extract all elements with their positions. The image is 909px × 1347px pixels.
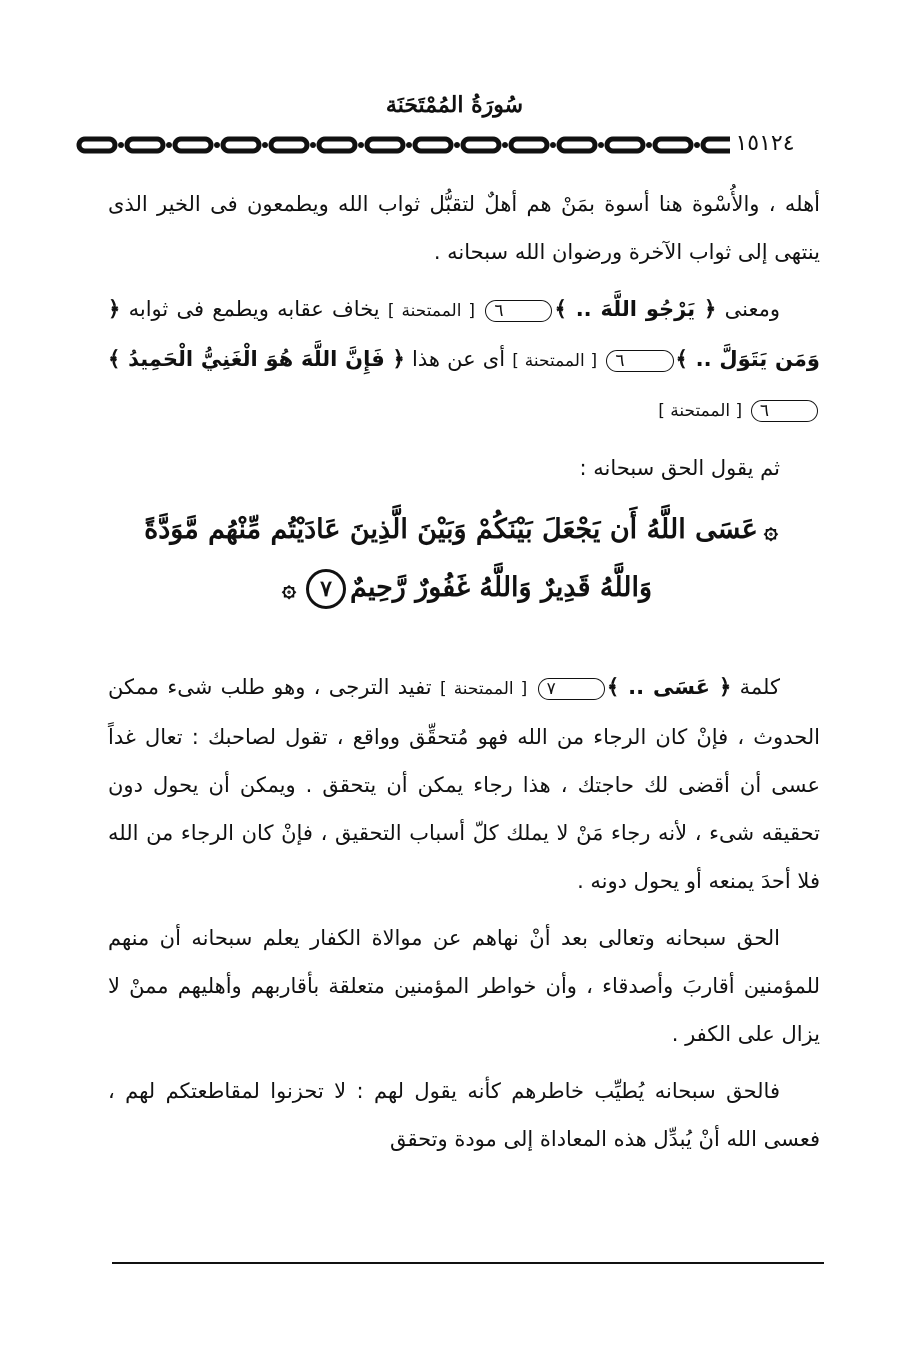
ayah-number-badge: ٦: [606, 350, 673, 372]
chain-link: [175, 139, 211, 151]
chain-link: [415, 139, 451, 151]
chain-bead: [310, 142, 316, 148]
chain-bead: [214, 142, 220, 148]
footer-rule: [112, 1262, 824, 1264]
chain-link: [655, 139, 691, 151]
surah-title: سُورَةُ المُمْتَحَنَة: [385, 92, 524, 118]
chain-bead: [694, 142, 700, 148]
paragraph-3: ثم يقول الحق سبحانه :: [579, 456, 780, 480]
chain-bead: [118, 142, 124, 148]
paragraph-1: أهله ، والأُسْوة هنا أسوة بمَنْ هم أهلٌ لتقبُّل ثواب الله ويطمعون فى الخير الذى ينتهى إلى ثواب الآخرة ورضوان الله سبحانه .: [108, 192, 820, 264]
chain-bead: [646, 142, 652, 148]
chain-link: [127, 139, 163, 151]
header-chain-ornament: [75, 130, 835, 160]
surah-reference: [ الممتحنة ]: [439, 679, 528, 699]
paragraph-2: [108, 285, 820, 435]
text-segment: ومعنى: [724, 297, 780, 321]
quran-quote: ﴿ وَمَن يَتَوَلَّ .. ﴾: [108, 297, 820, 371]
chain-bead: [358, 142, 364, 148]
ayah-number-badge: ٦: [485, 300, 552, 322]
chain-link: [223, 139, 259, 151]
ayah-number-badge: ٧: [538, 678, 605, 700]
verse-ornament-icon: ۞: [281, 573, 296, 602]
chain-bead: [406, 142, 412, 148]
paragraph-7: فالحق سبحانه يُطيِّب خاطرهم كأنه يقول لهم : لا تحزنوا لمقاطعتكم لهم ، فعسى الله أنْ يُبدِّل هذه المعاداة إلى مودة وتحقق: [108, 1079, 820, 1151]
chain-link: [367, 139, 403, 151]
quran-verse-block: [108, 501, 820, 617]
page-body: [108, 180, 820, 1172]
text-segment: كلمة: [739, 675, 780, 699]
verse-text: عَسَى اللَّهُ أَن يَجْعَلَ بَيْنَكُمْ وَبَيْنَ الَّذِينَ عَادَيْتُم مِّنْهُم مَّوَدَّةً: [144, 514, 758, 545]
chain-bead: [550, 142, 556, 148]
chain-link: [79, 139, 115, 151]
paragraph-5: [108, 663, 820, 905]
verse-text: وَاللَّهُ قَدِيرٌ وَاللَّهُ غَفُورٌ رَّحِيمٌ: [350, 572, 653, 603]
text-segment: تفيد الترجى ، وهو طلب شىء ممكن الحدوث ، فإنْ كان الرجاء من الله فهو مُتحقِّق وواقع ، تقول لصاحبك : تعال غداً عسى أن أقضى لك حاجتك ، هذا رجاء يمكن أن يتحقق . ويمكن أن يحول دون تحقيقه شىء ، لأنه رجاء مَنْ لا يملك كلّ أسباب التحقيق ، فإنْ كان الرجاء من الله فلا أحدَ يمنعه أو يحول دونه .: [108, 675, 820, 893]
chain-bead: [166, 142, 172, 148]
paragraph-6: الحق سبحانه وتعالى بعد أنْ نهاهم عن موالاة الكفار يعلم سبحانه أن منهم للمؤمنين أقاربَ وأصدقاء ، وأن خواطر المؤمنين متعلقة بأقاربهم وأهليهم ممنْ لا يزال على الكفر .: [108, 926, 820, 1046]
chain-bead: [262, 142, 268, 148]
verse-line-1: [108, 501, 820, 559]
surah-reference: [ الممتحنة ]: [512, 351, 598, 371]
quran-quote: ﴿ عَسَى .. ﴾: [606, 675, 732, 699]
chain-link: [463, 139, 499, 151]
chain-bead: [598, 142, 604, 148]
verse-ornament-icon: ۞: [763, 515, 778, 544]
verse-line-2: [108, 559, 820, 617]
chain-bead: [502, 142, 508, 148]
verse-number-badge: ٧: [306, 569, 346, 609]
surah-reference: [ الممتحنة ]: [387, 301, 476, 321]
ayah-number-badge: ٦: [751, 400, 818, 422]
surah-reference: [ الممتحنة ]: [658, 401, 743, 421]
chain-bead: [454, 142, 460, 148]
chain-link: [511, 139, 547, 151]
chain-link: [319, 139, 355, 151]
text-segment: أى عن هذا: [412, 347, 506, 371]
chain-link: [607, 139, 643, 151]
chain-link: [559, 139, 595, 151]
quran-quote: ﴿ يَرْجُو اللَّهَ .. ﴾: [554, 297, 717, 321]
page-number: ١٥١٢٤: [730, 128, 800, 160]
chain-link: [271, 139, 307, 151]
text-segment: يخاف عقابه ويطمع فى ثوابه: [128, 297, 380, 321]
quran-quote: ﴿ فَإِنَّ اللَّهَ هُوَ الْغَنِيُّ الْحَمِيدُ ﴾: [108, 347, 405, 371]
